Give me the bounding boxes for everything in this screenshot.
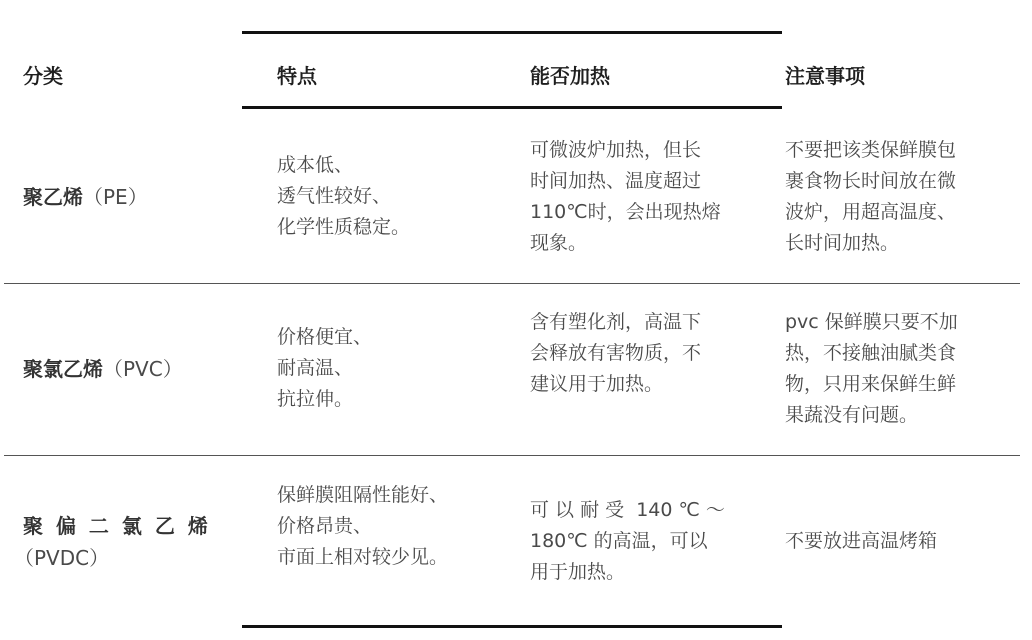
feature-line: 价格便宜、 [277, 326, 373, 348]
heating-line: 会释放有害物质，不 [530, 342, 702, 364]
row-separator-1 [4, 283, 1020, 284]
heating-line: 用于加热。 [530, 561, 626, 583]
feature-line: 化学性质稳定。 [277, 216, 411, 238]
feature-line: 保鲜膜阻隔性能好、 [277, 484, 449, 506]
category-abbr: （PVC） [103, 357, 183, 381]
category-name: 聚 偏 二 氯 乙 烯 [23, 514, 211, 538]
table-row-pvc-notes [785, 307, 958, 431]
table-row-pvc-heating [530, 307, 701, 400]
heating-line: 110℃时，会出现热熔 [530, 201, 721, 223]
heating-line: 时间加热、温度超过 [530, 170, 702, 192]
feature-line: 价格昂贵、 [277, 515, 373, 537]
heating-line: 可 以 耐 受 140 ℃ ～ [530, 499, 725, 521]
table-bottom-rule [242, 625, 782, 628]
table-row-pe-features [277, 150, 410, 243]
row-separator-2 [4, 455, 1020, 456]
notes-line: pvc 保鲜膜只要不加 [785, 311, 958, 333]
feature-line: 抗拉伸。 [277, 388, 354, 410]
header-category: 分类 [23, 64, 63, 88]
header-features: 特点 [277, 64, 317, 88]
table-row-pvc-features [277, 322, 372, 415]
header-notes: 注意事项 [785, 64, 865, 88]
table-row-pvdc-notes [785, 526, 937, 557]
notes-line: 不要放进高温烤箱 [785, 530, 938, 552]
table-row-pe-heating [530, 135, 721, 259]
table-row-pvdc-category [14, 510, 211, 574]
table-row-pvdc-heating [530, 495, 725, 588]
heating-line: 180℃ 的高温，可以 [530, 530, 708, 552]
category-name: 聚乙烯 [23, 185, 83, 209]
feature-line: 市面上相对较少见。 [277, 546, 449, 568]
category-abbr: （PE） [83, 185, 148, 209]
table-top-rule [242, 31, 782, 34]
notes-line: 不要把该类保鲜膜包 [785, 139, 957, 161]
table-row-pvc-category [23, 353, 183, 385]
table-row-pe-category [23, 181, 148, 213]
feature-line: 成本低、 [277, 154, 354, 176]
header-heating: 能否加热 [530, 64, 610, 88]
notes-line: 热，不接触油腻类食 [785, 342, 957, 364]
notes-line: 波炉，用超高温度、 [785, 201, 957, 223]
notes-line: 果蔬没有问题。 [785, 404, 919, 426]
category-name: 聚氯乙烯 [23, 357, 103, 381]
feature-line: 耐高温、 [277, 357, 354, 379]
notes-line: 物，只用来保鲜生鲜 [785, 373, 957, 395]
category-abbr: （PVDC） [14, 546, 110, 570]
table-row-pe-notes [785, 135, 956, 259]
notes-line: 裹食物长时间放在微 [785, 170, 957, 192]
heating-line: 可微波炉加热，但长 [530, 139, 702, 161]
heating-line: 含有塑化剂，高温下 [530, 311, 702, 333]
notes-line: 长时间加热。 [785, 232, 900, 254]
feature-line: 透气性较好、 [277, 185, 392, 207]
header-bottom-rule [242, 106, 782, 109]
heating-line: 现象。 [530, 232, 588, 254]
heating-line: 建议用于加热。 [530, 373, 664, 395]
table-row-pvdc-features [277, 480, 448, 573]
